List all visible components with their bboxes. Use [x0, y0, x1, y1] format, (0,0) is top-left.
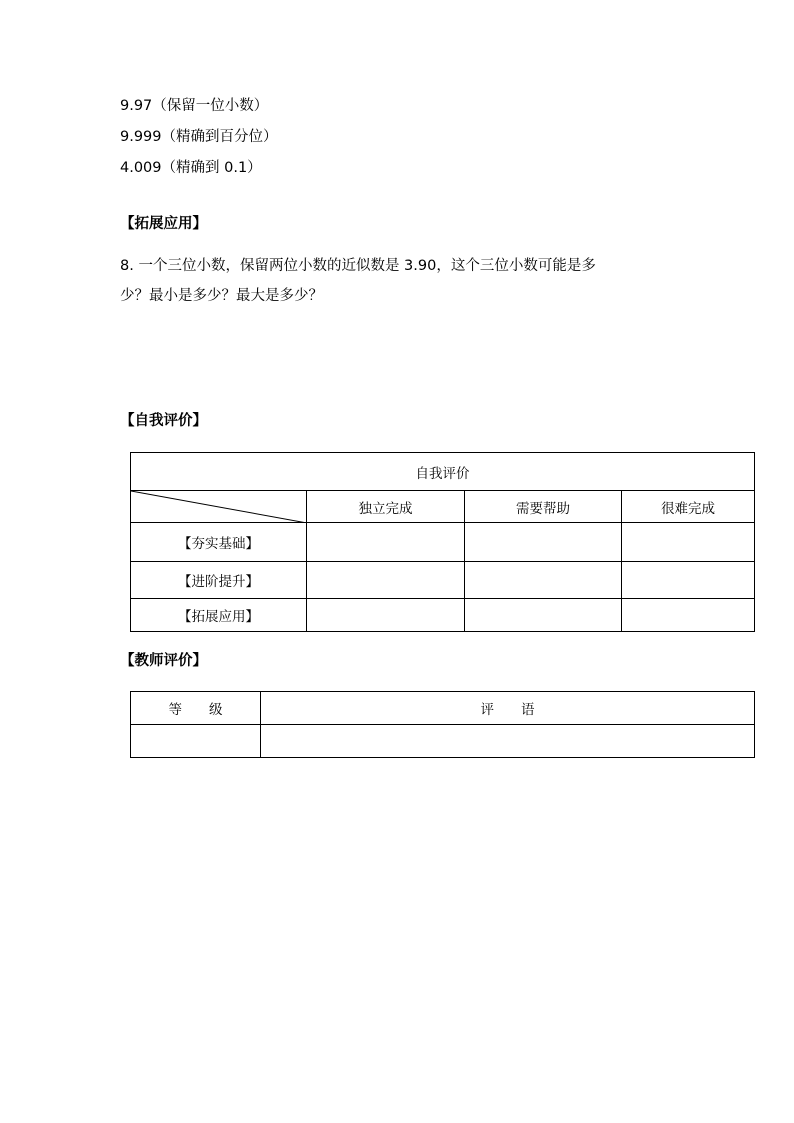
column-header-difficult: 很难完成	[622, 491, 755, 523]
grade-cell[interactable]	[131, 725, 261, 758]
self-eval-heading: 【自我评价】	[120, 413, 207, 429]
comment-header: 评 语	[261, 692, 755, 725]
column-header-independent: 独立完成	[307, 491, 465, 523]
eval-cell[interactable]	[465, 562, 622, 599]
eval-cell[interactable]	[622, 523, 755, 562]
eval-cell[interactable]	[465, 523, 622, 562]
problem-item-3: 4.009（精确到 0.1）	[120, 160, 262, 176]
row-label-extension: 【拓展应用】	[131, 599, 307, 632]
eval-cell[interactable]	[622, 599, 755, 632]
row-label-foundation: 【夯实基础】	[131, 523, 307, 562]
problem-item-2: 9.999（精确到百分位）	[120, 129, 278, 145]
teacher-eval-heading: 【教师评价】	[120, 653, 207, 669]
eval-cell[interactable]	[465, 599, 622, 632]
diagonal-line	[131, 491, 307, 523]
eval-cell[interactable]	[307, 523, 465, 562]
self-eval-table	[130, 452, 755, 632]
question-8-line-1: 8. 一个三位小数，保留两位小数的近似数是 3.90，这个三位小数可能是多	[120, 258, 596, 274]
self-eval-table-title: 自我评价	[131, 453, 755, 491]
comment-cell[interactable]	[261, 725, 755, 758]
eval-cell[interactable]	[307, 562, 465, 599]
row-label-advanced: 【进阶提升】	[131, 562, 307, 599]
eval-cell[interactable]	[307, 599, 465, 632]
problem-item-1: 9.97（保留一位小数）	[120, 98, 269, 114]
diagonal-header-cell	[131, 491, 307, 523]
grade-header: 等 级	[131, 692, 261, 725]
section-heading-extension: 【拓展应用】	[120, 216, 207, 232]
teacher-eval-table	[130, 691, 755, 758]
question-8-line-2: 少？最小是多少？最大是多少？	[120, 288, 323, 304]
column-header-need-help: 需要帮助	[465, 491, 622, 523]
eval-cell[interactable]	[622, 562, 755, 599]
